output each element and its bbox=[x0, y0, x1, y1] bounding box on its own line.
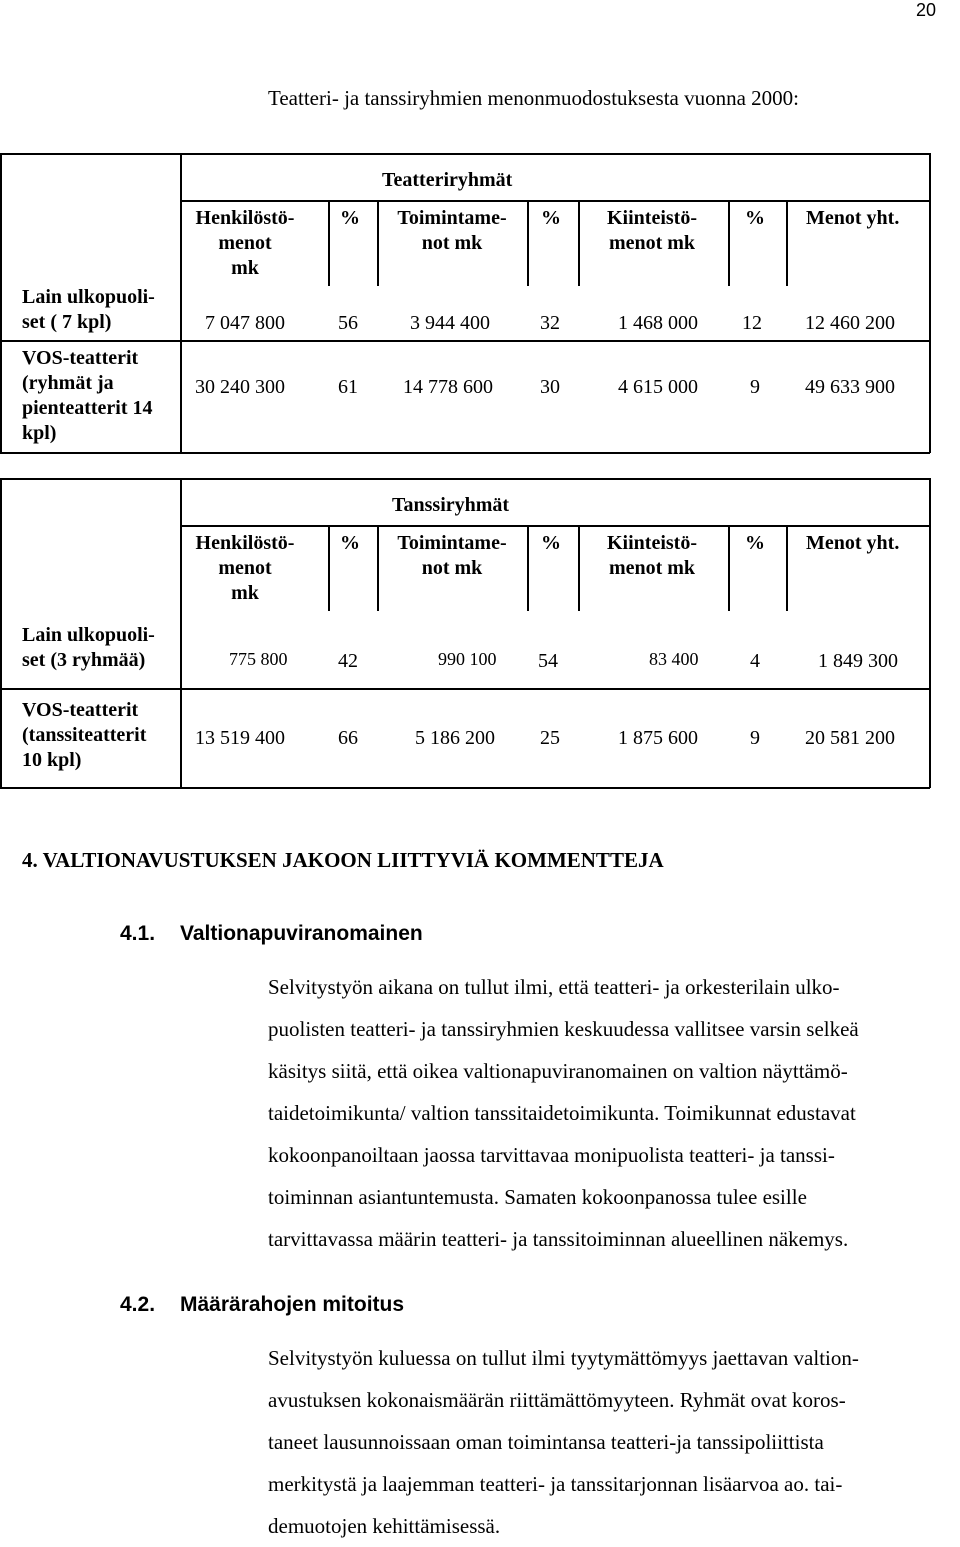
cell-pct: 54 bbox=[538, 650, 558, 672]
cell-pct: 61 bbox=[338, 376, 358, 398]
row-label: Lain ulkopuoli- set ( 7 kpl) bbox=[22, 286, 155, 333]
header-pct-staff: % bbox=[340, 207, 360, 229]
header-staff: Henkilöstö- menot mk bbox=[195, 532, 295, 604]
subsection-heading-4-1: 4.1. Valtionapuviranomainen bbox=[120, 922, 423, 945]
group-title: Tanssiryhmät bbox=[392, 494, 510, 516]
cell-property: 83 400 bbox=[649, 649, 699, 669]
cell-pct: 56 bbox=[338, 312, 358, 334]
cell-staff: 13 519 400 bbox=[195, 727, 285, 749]
header-pct-property: % bbox=[745, 532, 765, 554]
header-property: Kiinteistö- menot mk bbox=[607, 532, 697, 579]
subsection-heading-4-2: 4.2. Määrärahojen mitoitus bbox=[120, 1293, 405, 1316]
header-total: Menot yht. bbox=[806, 532, 900, 554]
cell-total: 12 460 200 bbox=[805, 312, 895, 334]
header-operating: Toimintame- not mk bbox=[397, 532, 507, 579]
header-pct-operating: % bbox=[541, 532, 561, 554]
cell-pct: 30 bbox=[540, 376, 560, 398]
header-pct-staff: % bbox=[340, 532, 360, 554]
cell-staff: 775 800 bbox=[229, 649, 288, 669]
cell-operating: 5 186 200 bbox=[415, 727, 495, 749]
cell-pct: 9 bbox=[750, 727, 760, 749]
table-caption: Teatteri- ja tanssiryhmien menonmuodostuksesta vuonna 2000: bbox=[268, 86, 800, 110]
paragraph-4-2: Selvitystyön kuluessa on tullut ilmi tyytymättömyys jaettavan valtion- avustuksen kokonaismäärän riittämättömyyteen. Ryhmät ovat koros- taneet lausunnoissaan oman toimintansa teatteri-ja tanssipoliittista merkitystä ja laajemman teatteri- ja tanssitarjonnan lisäarvoa ao. tai- demuotojen kehittämisessä. bbox=[268, 1346, 859, 1538]
cell-property: 1 468 000 bbox=[618, 312, 698, 334]
cell-operating: 14 778 600 bbox=[403, 376, 493, 398]
cell-pct: 12 bbox=[742, 312, 762, 334]
header-total: Menot yht. bbox=[806, 207, 900, 229]
cell-pct: 9 bbox=[750, 376, 760, 398]
header-staff: Henkilöstö- menot mk bbox=[195, 207, 295, 279]
row-label: VOS-teatterit (tanssiteatterit 10 kpl) bbox=[22, 699, 147, 771]
header-operating: Toimintame- not mk bbox=[397, 207, 507, 254]
cell-total: 49 633 900 bbox=[805, 376, 895, 398]
cell-total: 20 581 200 bbox=[805, 727, 895, 749]
cell-property: 4 615 000 bbox=[618, 376, 698, 398]
page-number: 20 bbox=[915, 0, 936, 20]
row-label: Lain ulkopuoli- set (3 ryhmää) bbox=[22, 624, 155, 671]
cell-property: 1 875 600 bbox=[618, 727, 698, 749]
header-property: Kiinteistö- menot mk bbox=[607, 207, 697, 254]
cell-pct: 66 bbox=[338, 727, 358, 749]
cell-total: 1 849 300 bbox=[818, 650, 898, 672]
paragraph-4-1: Selvitystyön aikana on tullut ilmi, että teatteri- ja orkesterilain ulko- puolisten teatteri- ja tanssiryhmien keskuudessa vallitsee varsin selkeä käsitys siitä, että oikea valtionapuviranomainen on valtion näyttämö- taidetoimikunta/ valtion tanssitaidetoimikunta. Toimikunnat edustavat kokoonpanoiltaan jaossa tarvittavaa monipuolista teatteri- ja tanssi- toiminnan asiantuntemusta. Samaten kokoonpanossa tulee esille tarvittavassa määrin teatteri- ja tanssitoiminnan alueellinen näkemys. bbox=[268, 975, 859, 1251]
cell-pct: 25 bbox=[540, 727, 560, 749]
row-label: VOS-teatterit (ryhmät ja pienteatterit 14 kpl) bbox=[22, 347, 153, 444]
section-heading: 4. VALTIONAVUSTUKSEN JAKOON LIITTYVIÄ KOMMENTTEJA bbox=[22, 848, 664, 872]
cell-operating: 3 944 400 bbox=[410, 312, 490, 334]
cell-pct: 32 bbox=[540, 312, 560, 334]
group-title: Teatteriryhmät bbox=[382, 169, 513, 191]
cell-staff: 30 240 300 bbox=[195, 376, 285, 398]
cell-staff: 7 047 800 bbox=[205, 312, 285, 334]
cell-operating: 990 100 bbox=[438, 649, 497, 669]
header-pct-property: % bbox=[745, 207, 765, 229]
header-pct-operating: % bbox=[541, 207, 561, 229]
cell-pct: 4 bbox=[750, 650, 760, 672]
cell-pct: 42 bbox=[338, 650, 358, 672]
